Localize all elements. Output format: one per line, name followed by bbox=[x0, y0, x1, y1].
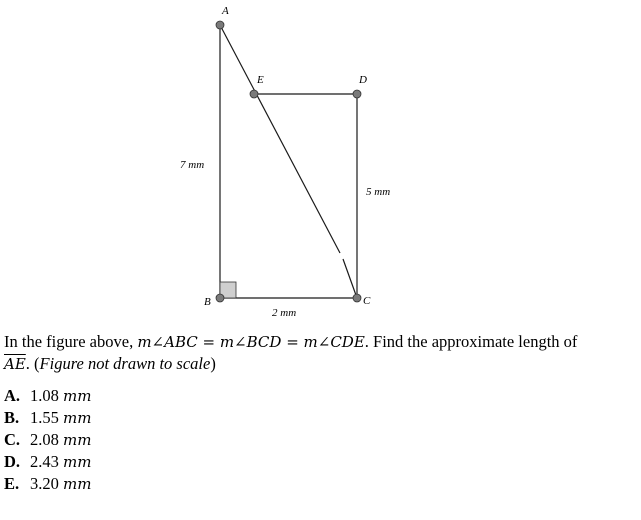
label-c: C bbox=[363, 295, 371, 307]
choice-unit: mm bbox=[63, 387, 92, 405]
choice-unit: mm bbox=[63, 409, 92, 427]
choice-letter: B. bbox=[4, 408, 20, 427]
segment-ae-symbol: $\overline{AE}$ bbox=[4, 355, 26, 373]
choice-unit: mm bbox=[63, 453, 92, 471]
question-prompt: . Find the approximate length of bbox=[364, 332, 578, 351]
choice-letter: E. bbox=[4, 474, 20, 493]
choice-unit: mm bbox=[63, 475, 92, 493]
choice-value: 2.43 bbox=[30, 452, 59, 471]
point-d bbox=[353, 90, 361, 98]
label-b: B bbox=[204, 296, 211, 308]
answer-choices bbox=[4, 385, 91, 495]
choice-b[interactable] bbox=[4, 407, 91, 429]
choice-e[interactable] bbox=[4, 473, 91, 495]
choice-d[interactable] bbox=[4, 451, 91, 473]
point-b bbox=[216, 294, 224, 302]
length-ab-label: 7 mm bbox=[180, 159, 205, 171]
question-line-2 bbox=[4, 353, 638, 375]
point-c bbox=[353, 294, 361, 302]
point-e bbox=[250, 90, 258, 98]
scale-note: Figure not drawn to scale bbox=[39, 354, 211, 373]
segment-ac-lower bbox=[343, 259, 357, 298]
point-a bbox=[216, 21, 224, 29]
length-cd-label: 5 mm bbox=[366, 186, 391, 198]
question-punct-open: . ( bbox=[25, 354, 40, 373]
length-bc-label: 2 mm bbox=[272, 307, 297, 319]
question-intro: In the figure above, bbox=[4, 332, 138, 351]
question-text bbox=[4, 331, 638, 375]
choice-value: 1.08 bbox=[30, 386, 59, 405]
choice-letter: A. bbox=[4, 386, 21, 405]
label-e: E bbox=[257, 74, 264, 86]
choice-value: 3.20 bbox=[30, 474, 59, 493]
segment-ac bbox=[220, 25, 340, 253]
question-punct-close: ) bbox=[210, 354, 216, 373]
choice-unit: mm bbox=[63, 431, 92, 449]
label-a: A bbox=[222, 5, 229, 17]
label-d: D bbox=[359, 74, 367, 86]
question-angle-equation: m∠ABC = m∠BCD = m∠CDE bbox=[137, 333, 365, 351]
choice-c[interactable] bbox=[4, 429, 91, 451]
choice-value: 1.55 bbox=[30, 408, 59, 427]
choice-letter: D. bbox=[4, 452, 21, 471]
question-line-1 bbox=[4, 331, 638, 353]
choice-value: 2.08 bbox=[30, 430, 59, 449]
choice-a[interactable] bbox=[4, 385, 91, 407]
choice-letter: C. bbox=[4, 430, 21, 449]
